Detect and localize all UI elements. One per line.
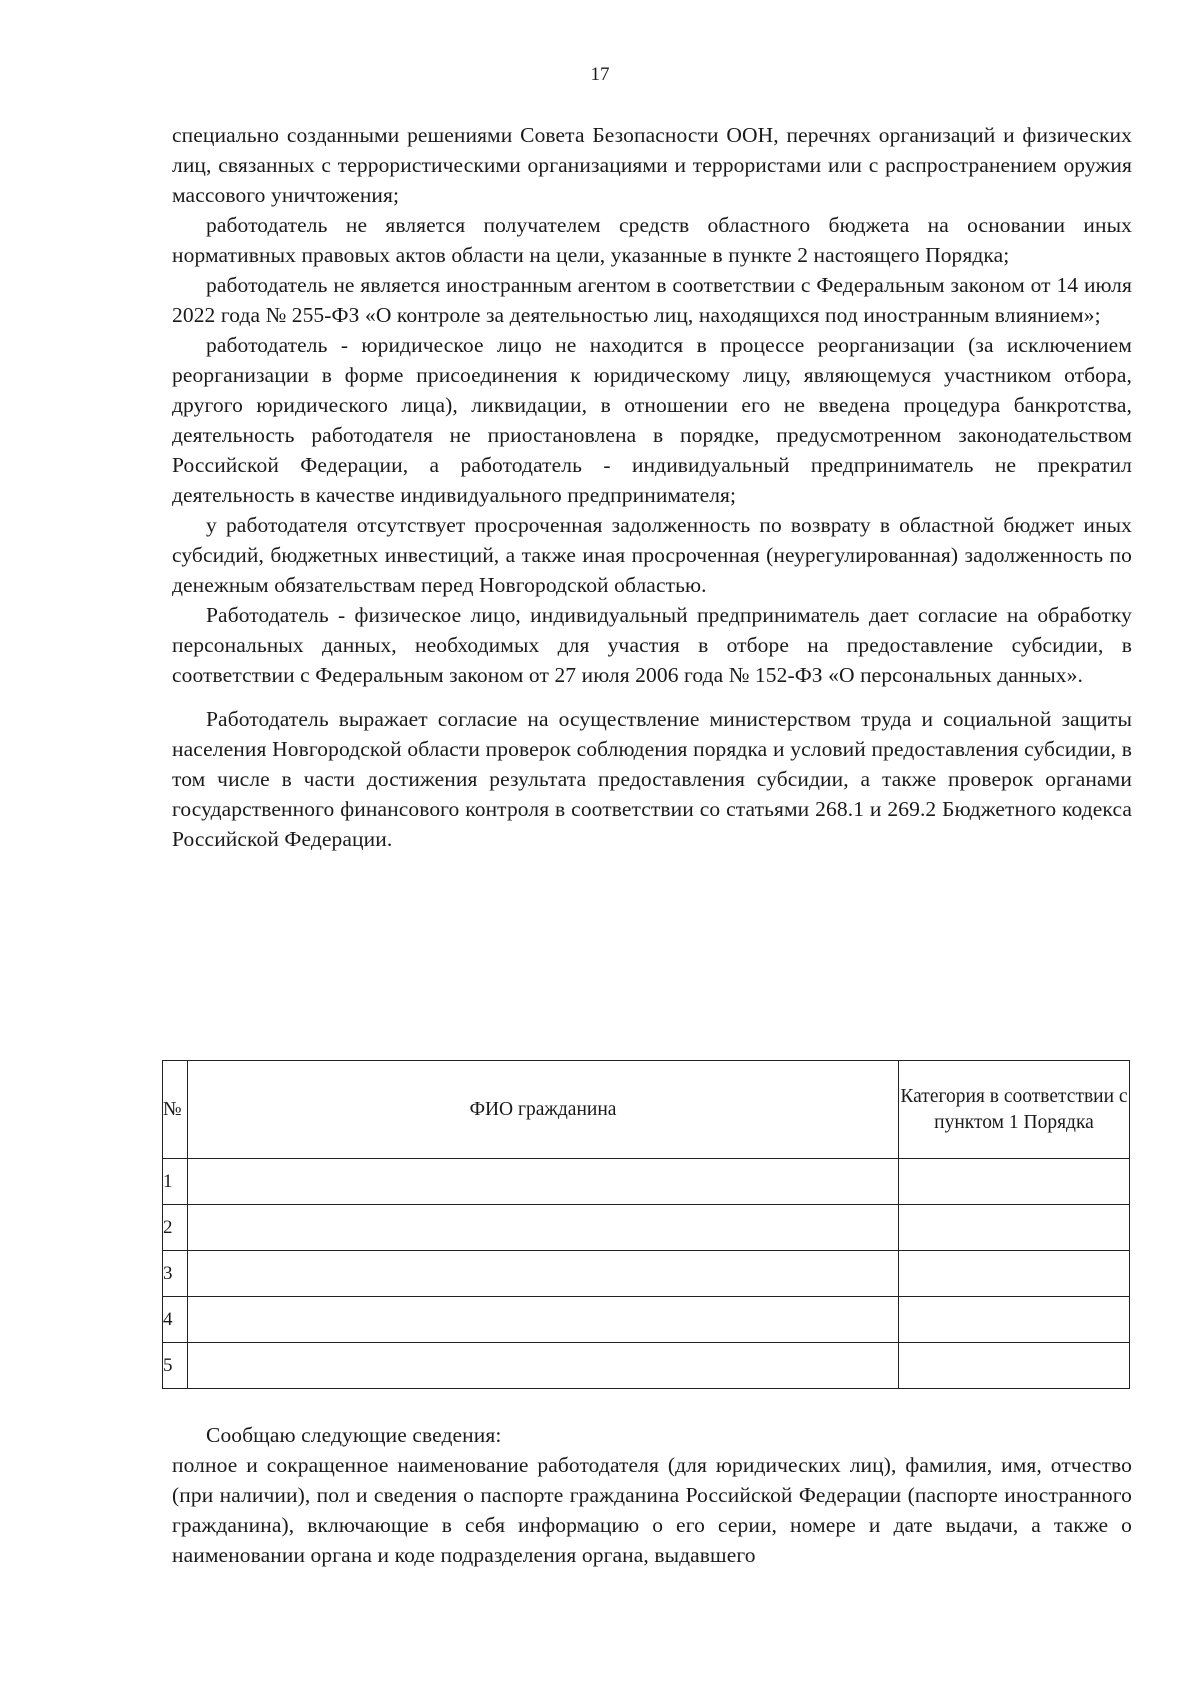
- fio-cell: [188, 1205, 899, 1251]
- category-cell: [899, 1159, 1130, 1205]
- category-cell: [899, 1251, 1130, 1297]
- closing-heading: Сообщаю следующие сведения:: [206, 1423, 502, 1447]
- table-row: [163, 1205, 1130, 1251]
- paragraph: Работодатель выражает согласие на осуществление министерством труда и социальной защиты населения Новгородской области проверок соблюдения порядка и условий предоставления субсидии, в том числе в части достижения результата предоставления субсидии, а также проверок органами государственного финансового контроля в соответствии со статьями 268.1 и 269.2 Бюджетного кодекса Российской Федерации.: [172, 707, 1132, 851]
- category-cell: [899, 1343, 1130, 1389]
- paragraph: работодатель - юридическое лицо не находится в процессе реорганизации (за исключением реорганизации в форме присоединения к юридическому лицу, являющемуся участником отбора, другого юридического лица), ликвидации, в отношении его не введена процедура банкротства, деятельность работодателя не приостановлена в порядке, предусмотренном законодательством Российской Федерации, а работодатель - индивидуальный предприниматель не прекратил деятельность в качестве индивидуального предпринимателя;: [172, 333, 1132, 507]
- table-row: [163, 1251, 1130, 1297]
- table-row: [163, 1159, 1130, 1205]
- fio-cell: [188, 1159, 899, 1205]
- category-cell: [899, 1297, 1130, 1343]
- fio-cell: [188, 1297, 899, 1343]
- paragraph: Работодатель - физическое лицо, индивидуальный предприниматель дает согласие на обработку персональных данных, необходимых для участия в отборе на предоставление субсидии, в соответствии с Федеральным законом от 27 июля 2006 года № 152-ФЗ «О персональных данных».: [172, 603, 1132, 687]
- paragraph: работодатель не является получателем средств областного бюджета на основании иных нормативных правовых актов области на цели, указанные в пункте 2 настоящего Порядка;: [172, 213, 1132, 267]
- fio-cell: [188, 1251, 899, 1297]
- closing-paragraph: полное и сокращенное наименование работодателя (для юридических лиц), фамилия, имя, отчество (при наличии), пол и сведения о паспорте гражданина Российской Федерации (паспорте иностранного гражданина), включающие в себя информацию о его серии, номере и дате выдачи, а также о наименовании органа и коде подразделения органа, выдавшего: [172, 1453, 1132, 1567]
- column-header-category: Категория в соответствии с пунктом 1 Порядка: [899, 1061, 1130, 1159]
- row-number: 1: [163, 1159, 188, 1205]
- citizens-table: [162, 1060, 1130, 1389]
- paragraph: у работодателя отсутствует просроченная задолженность по возврату в областной бюджет иных субсидий, бюджетных инвестиций, а также иная просроченная (неурегулированная) задолженность по денежным обязательствам перед Новгородской областью.: [172, 513, 1132, 597]
- row-number: 3: [163, 1251, 188, 1297]
- table-header-row: [163, 1061, 1130, 1159]
- row-number: 5: [163, 1343, 188, 1389]
- row-number: 4: [163, 1297, 188, 1343]
- fio-cell: [188, 1343, 899, 1389]
- paragraph: специально созданными решениями Совета Безопасности ООН, перечнях организаций и физических лиц, связанных с террористическими организациями и террористами или с распространением оружия массового уничтожения;: [172, 123, 1132, 207]
- row-number: 2: [163, 1205, 188, 1251]
- page-number: 17: [590, 64, 610, 85]
- body-text: [172, 120, 1132, 854]
- column-header-fio: ФИО гражданина: [188, 1061, 899, 1159]
- closing-text: [172, 1420, 1132, 1570]
- column-header-number: №: [163, 1061, 188, 1159]
- table-row: [163, 1297, 1130, 1343]
- paragraph: работодатель не является иностранным агентом в соответствии с Федеральным законом от 14 июля 2022 года № 255-ФЗ «О контроле за деятельностью лиц, находящихся под иностранным влиянием»;: [172, 273, 1132, 327]
- category-cell: [899, 1205, 1130, 1251]
- table-row: [163, 1343, 1130, 1389]
